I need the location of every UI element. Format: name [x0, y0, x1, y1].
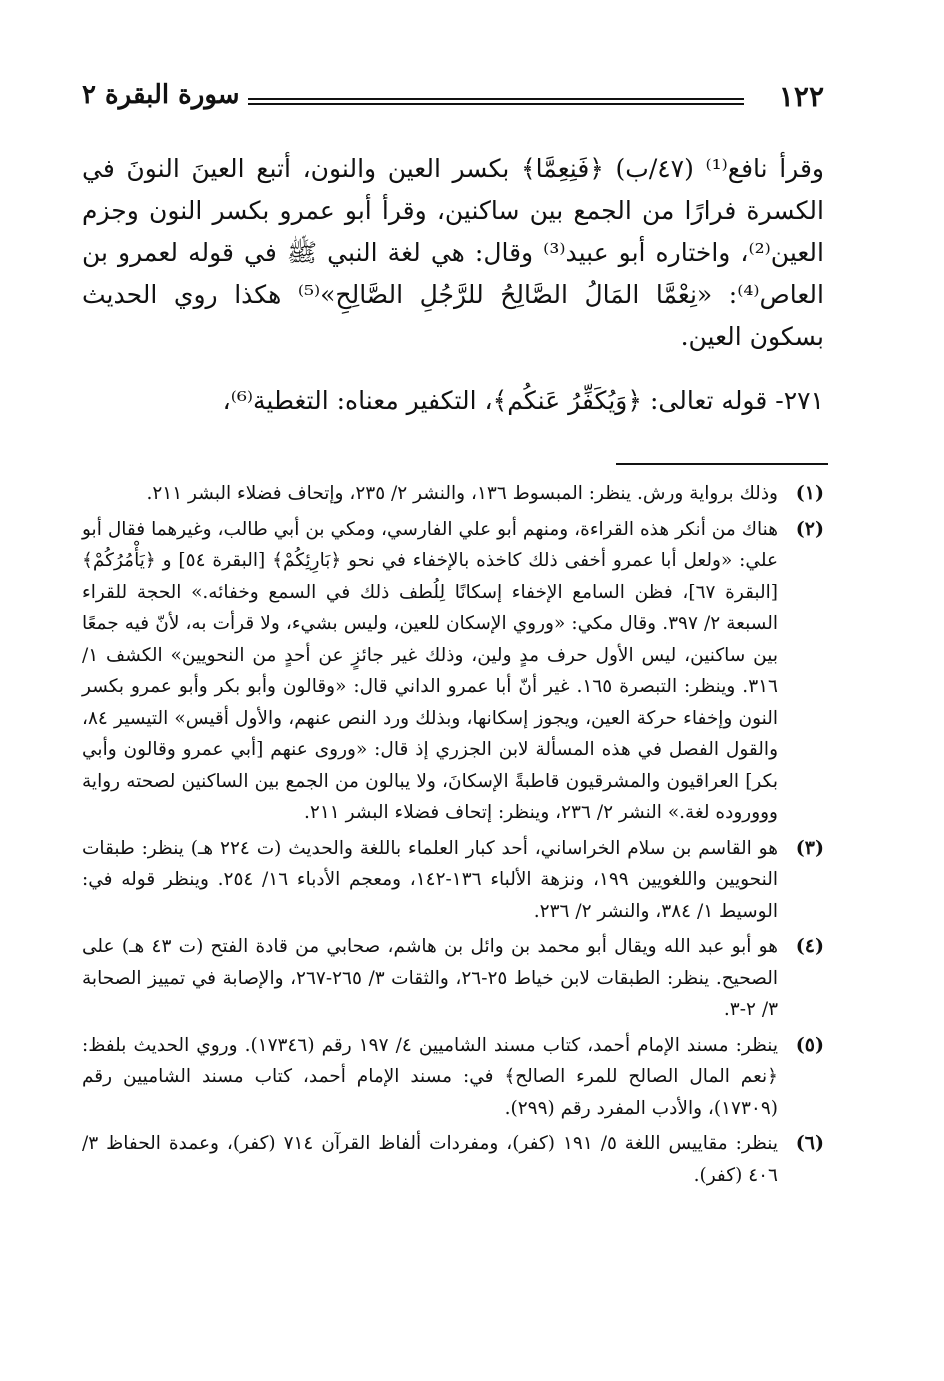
footnote-item	[82, 478, 824, 510]
page-number: ١٢٢	[778, 80, 824, 113]
main-text	[82, 148, 824, 422]
surah-title: سورة البقرة ٢	[82, 80, 240, 110]
footnote-item	[82, 1128, 824, 1191]
footnote-item	[82, 1030, 824, 1125]
footnote-text: هو القاسم بن سلام الخراساني، أحد كبار العلماء باللغة والحديث (ت ٢٢٤ هـ) ينظر: طبقات النحويين واللغويين ١٩٩، ونزهة الألباء ١٣٦-١٤٢، ومعجم الأدباء ١٦/ ٢٥٤. وينظر قوله في: الوسيط ١/ ٣٨٤، والنشر ٢/ ٢٣٦.	[82, 837, 778, 922]
footnote-item	[82, 833, 824, 928]
footnote-number: (٥)	[795, 1033, 824, 1056]
body-paragraph: وقرأ نافع⁽¹⁾ (٤٧/ب) ﴿فَنِعِمَّا﴾ بكسر العين والنون، أتبع العينَ النونَ في الكسرة فرارًا من الجمع بين ساكنين، وقرأ أبو عمرو بكسر النون وجزم العين⁽²⁾، واختاره أبو عبيد⁽³⁾ وقال: هي لغة النبي ﷺ في قوله لعمرو بن العاص⁽⁴⁾: «نِعْمَّا المَالُ الصَّالِحُ للرَّجُلِ الصَّالِحِ»⁽⁵⁾ هكذا روي الحديث بسكون العين.	[82, 154, 825, 351]
verse-commentary: ٢٧١- قوله تعالى: ﴿وَيُكَفِّرُ عَنكُم﴾، التكفير معناه: التغطية⁽⁶⁾،	[222, 386, 824, 415]
footnote-item	[82, 931, 824, 1026]
footnote-number: (٦)	[795, 1132, 824, 1154]
footnote-separator	[616, 463, 828, 465]
footnote-text: ينظر: مسند الإمام أحمد، كتاب مسند الشاميين ٤/ ١٩٧ رقم (١٧٣٤٦). وروي الحديث بلفظ: ﴿نعم المال الصالح للمرء الصالح﴾ في: مسند الإمام أحمد، كتاب مسند الشاميين رقم (١٧٣٠٩)، والأدب المفرد رقم (٢٩٩).	[82, 1034, 778, 1119]
footnote-item	[82, 514, 824, 829]
footnote-number: (٤)	[795, 935, 824, 957]
header-rule	[248, 98, 744, 105]
footnote-text: وذلك برواية ورش. ينظر: المبسوط ١٣٦، والنشر ٢/ ٢٣٥، وإتحاف فضلاء البشر ٢١١.	[146, 483, 778, 504]
footnote-text: ينظر: مقاييس اللغة ٥/ ١٩١ (كفر)، ومفردات ألفاظ القرآن ٧١٤ (كفر)، وعمدة الحفاظ ٣/ ٤٠٦ (كفر).	[82, 1133, 778, 1186]
page-header	[82, 80, 824, 124]
footnote-text: هو أبو عبد الله ويقال أبو محمد بن وائل بن هاشم، صحابي من قادة الفتح (ت ٤٣ هـ) على الصحيح. ينظر: الطبقات لابن خياط ٢٥-٢٦، والثقات ٣/ ٢٦٥-٢٦٧، والإصابة في تمييز الصحابة ٣/ ٢-٣.	[82, 936, 778, 1020]
footnotes	[82, 478, 824, 1195]
footnote-number: (٢)	[795, 517, 824, 540]
footnote-number: (١)	[795, 482, 824, 504]
footnote-text: هناك من أنكر هذه القراءة، ومنهم أبو علي الفارسي، ومكي بن أبي طالب، وغيرهما فقال أبو علي: «ولعل أبا عمرو أخفى ذلك كاخذه بالإخفاء في نحو ﴿بَارِئِكُمْ﴾ [البقرة ٥٤] و ﴿يَأْمُرُكُمْ﴾ [البقرة ٦٧]، فظن السامع الإخفاء إسكانًا لِلُطف ذلك في السمع وخفائه.» الحجة للقراء السبعة ٢/ ٣٩٧. وقال مكي: «وروي الإسكان للعين، وليس بشيء، ولا قرأت به، لأنّ فيه جمعًا بين ساكنين، ليس الأول حرف مدٍ ولين، وذلك غير جائزٍ عن أحدٍ من النحويين» الكشف ١/ ٣١٦. وينظر: التبصرة ١٦٥. غير أنّ أبا عمرو الداني قال: «وقالون وأبو بكر وأبو عمرو بكسر النون وإخفاء حركة العين، ويجوز إسكانها، وبذلك ورد النص عنهم، والأول أقيس» التيسير ٨٤، والقول الفصل في هذه المسألة لابن الجزري إذ قال: «وروى عنهم [أبي عمرو وقالون وأبي بكر] العراقيون والمشرقيون قاطبةً الإسكانَ، ولا يبالون من الجمع بين الساكنين لصحته رواية وووروده لغة.» النشر ٢/ ٢٣٦، وينظر: إتحاف فضلاء البشر ٢١١.	[82, 518, 779, 823]
footnote-number: (٣)	[795, 836, 824, 859]
